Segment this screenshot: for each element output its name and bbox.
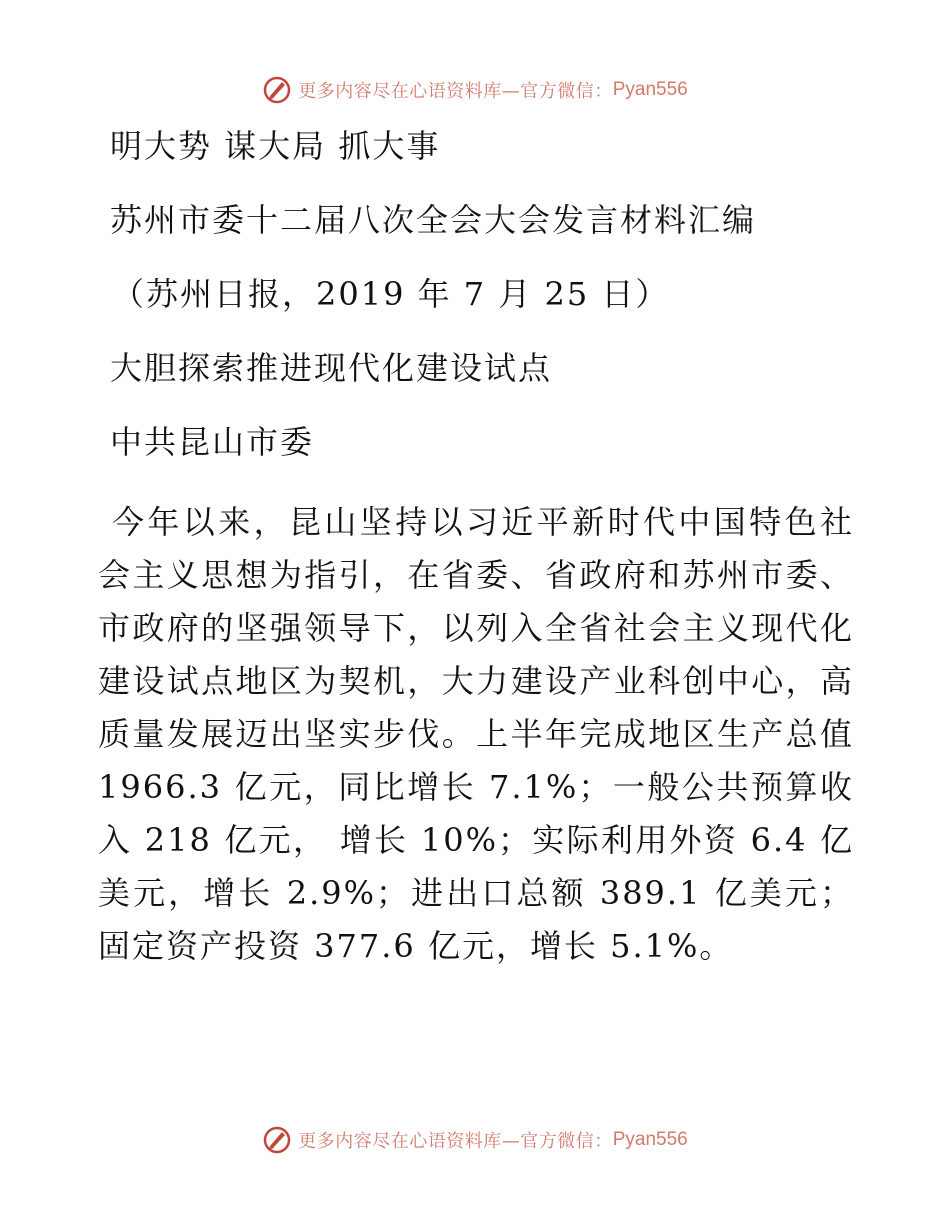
document-source: （苏州日报，2019 年 7 月 25 日） (112, 275, 670, 313)
document-subtitle: 苏州市委十二届八次全会大会发言材料汇编 (110, 201, 757, 239)
document-title: 明大势 谋大局 抓大事 (110, 127, 441, 165)
footer-watermark (0, 1120, 950, 1160)
header-watermark (0, 70, 950, 110)
section-title: 大胆探索推进现代化建设试点 (110, 349, 553, 387)
author-line: 中共昆山市委 (110, 423, 315, 461)
watermark-id: Pyan556 (612, 79, 688, 100)
watermark-text: 更多内容尽在心语资料库—官方微信： (298, 81, 613, 102)
watermark-text: 更多内容尽在心语资料库—官方微信： (298, 1131, 613, 1152)
body-paragraph: 今年以来，昆山坚持以习近平新时代中国特色社会主义思想为指引，在省委、省政府和苏州市委、市政府的坚强领导下，以列入全省社会主义现代化建设试点地区为契机，大力建设产业科创中心，高质量发展迈出坚实步伐。上半年完成地区生产总值 1966.3 亿元，同比增长 7.1%；一般公共预算收入 218 亿元， 增长 10%；实际利用外资 6.4 亿美元，增长 2.9%；进出口总额 389.1 亿美元；固定资产投资 377.6 亿元，增长 5.1%。 (98, 503, 854, 965)
watermark-id: Pyan556 (612, 1129, 688, 1150)
pen-logo-icon (262, 75, 292, 105)
pen-logo-icon (262, 1125, 292, 1155)
